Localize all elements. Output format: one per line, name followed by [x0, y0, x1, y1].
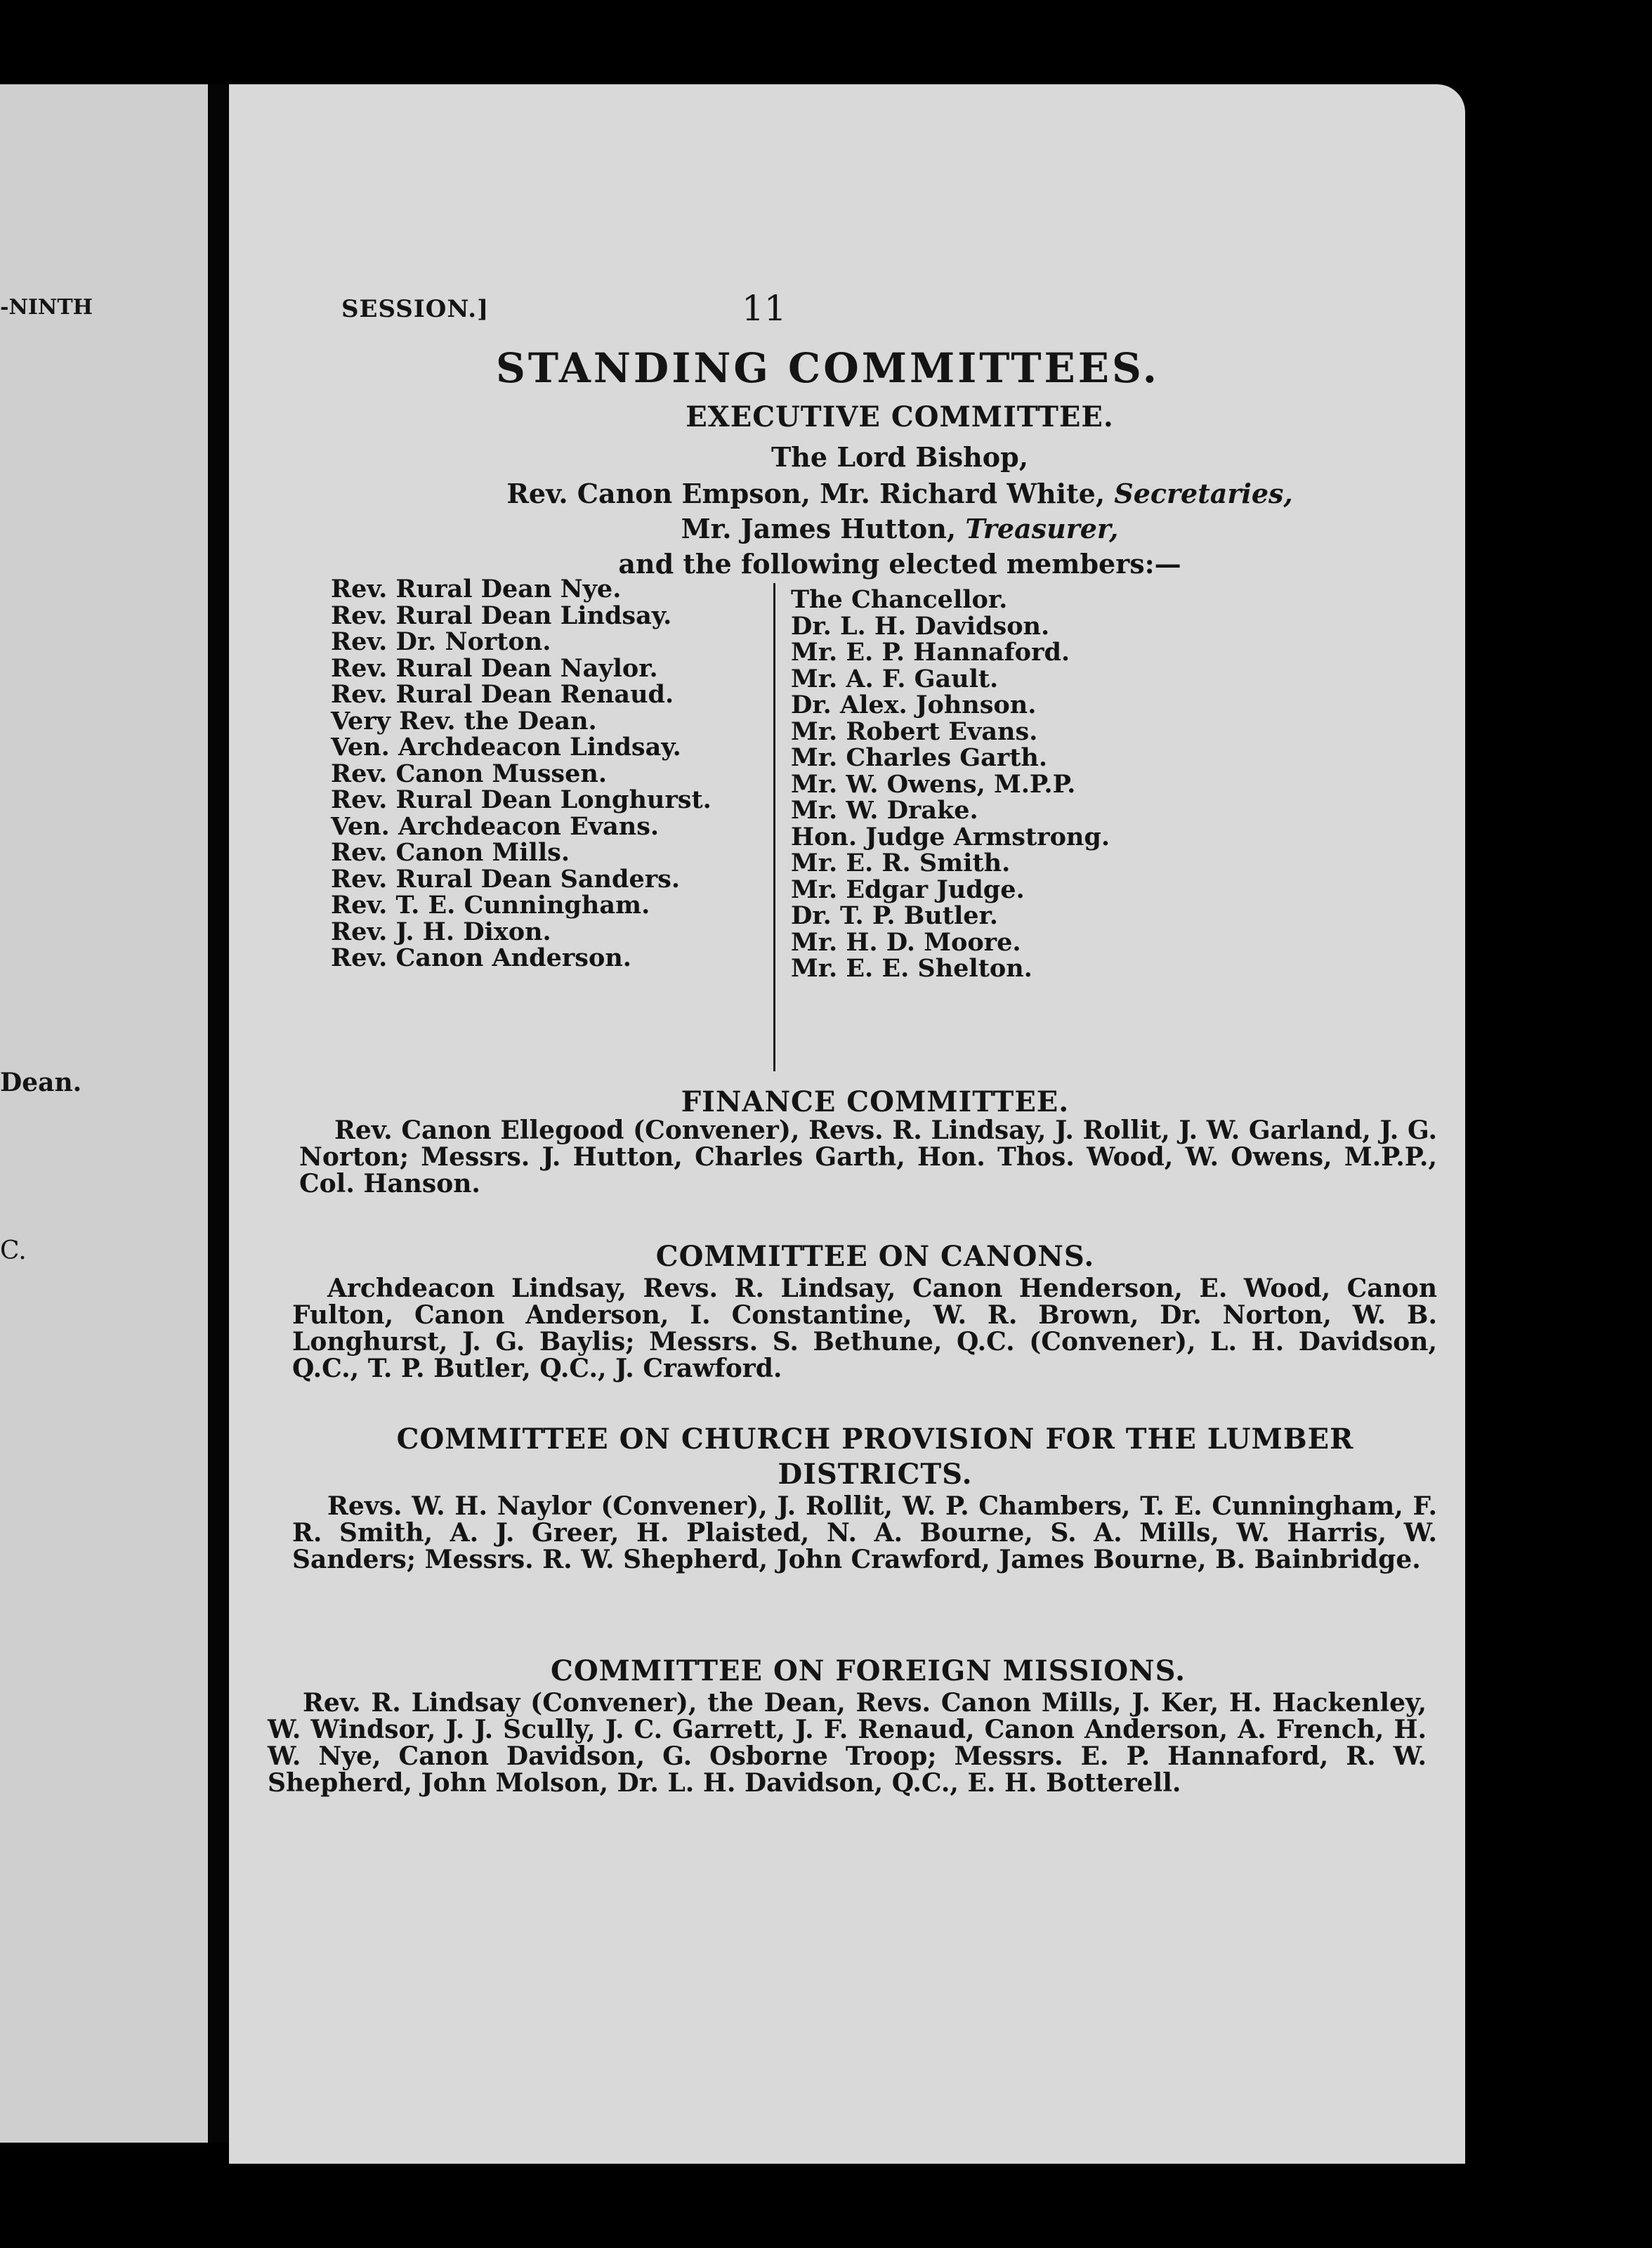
member-item: Rev. J. H. Dixon. [331, 917, 551, 946]
member-item: Rev. Rural Dean Nye. [331, 575, 622, 603]
member-item: Dr. Alex. Johnson. [791, 691, 1037, 719]
finance-members: Rev. Canon Ellegood (Convener), Revs. R. Lindsay, J. Rollit, J. W. Garland, J. G. Norton; Messrs. J. Hutton, Charles Garth, Hon. Thos. Wood, W. Owens, M.P.P., Col. Hanson. [299, 1116, 1437, 1198]
foreign-heading: COMMITTEE ON FOREIGN MISSIONS. [550, 1654, 1186, 1687]
member-item: Rev. Canon Anderson. [331, 943, 631, 972]
member-item: Rev. T. E. Cunningham. [331, 891, 650, 920]
treasurer-role: Treasurer, [965, 513, 1119, 544]
member-item: Mr. Edgar Judge. [791, 875, 1025, 904]
member-item: Rev. Rural Dean Sanders. [331, 864, 681, 894]
column-divider [773, 583, 775, 1071]
member-item: Mr. H. D. Moore. [791, 927, 1021, 957]
member-item: Mr. A. F. Gault. [791, 664, 999, 693]
member-item: Rev. Rural Dean Longhurst. [331, 785, 712, 814]
member-item: Mr. Robert Evans. [791, 717, 1038, 746]
canons-heading: COMMITTEE ON CANONS. [655, 1240, 1095, 1273]
page-title: STANDING COMMITTEES. [496, 344, 1160, 392]
executive-line-secretaries [282, 478, 1465, 509]
lumber-heading-line2: DISTRICTS. [778, 1458, 973, 1491]
members-right-column [791, 587, 1110, 982]
member-item: Rev. Canon Mills. [331, 838, 570, 867]
member-item: Mr. E. P. Hannaford. [791, 638, 1070, 667]
member-item: Very Rev. the Dean. [331, 706, 597, 736]
lumber-members: Revs. W. H. Naylor (Convener), J. Rollit, W. P. Chambers, T. E. Cunningham, F. R. Smith, A. J. Greer, H. Plaisted, N. A. Bourne, S. A. Mills, W. Harris, W. Sanders; Messrs. R. W. Shepherd, John Crawford, James Bourne, B. Bainbridge. [292, 1491, 1437, 1574]
left-fragment-dean: Dean. [0, 1068, 82, 1097]
treasurer-name: Mr. James Hutton, [681, 513, 957, 544]
executive-heading: EXECUTIVE COMMITTEE. [686, 400, 1114, 433]
member-item: Dr. L. H. Davidson. [791, 611, 1050, 641]
members-left-column [331, 576, 712, 972]
page-number: 11 [742, 288, 787, 329]
secretaries-names: Rev. Canon Empson, Mr. Richard White, [506, 478, 1106, 509]
foreign-members: Rev. R. Lindsay (Convener), the Dean, Revs. Canon Mills, J. Ker, H. Hackenley, W. Windsor, J. J. Scully, J. C. Garrett, J. F. Renaud, Canon Anderson, A. French, H. W. Nye, Canon Davidson, G. Osborne Troop; Messrs. E. P. Hannaford, R. W. Shepherd, John Molson, Dr. L. H. Davidson, Q.C., E. H. Botterell. [268, 1688, 1427, 1798]
member-item: Rev. Canon Mussen. [331, 759, 607, 788]
member-item: Rev. Dr. Norton. [331, 627, 551, 656]
member-item: The Chancellor. [791, 585, 1008, 614]
executive-line-treasurer [282, 513, 1465, 544]
member-item: Mr. Charles Garth. [791, 743, 1048, 772]
member-item: Rev. Rural Dean Naylor. [331, 653, 658, 683]
document-page [229, 84, 1465, 2164]
member-item: Mr. W. Drake. [791, 796, 978, 825]
member-item: Ven. Archdeacon Evans. [331, 811, 660, 841]
member-item: Mr. E. R. Smith. [791, 849, 1011, 877]
executive-line-bishop: The Lord Bishop, [771, 441, 1028, 473]
canons-members: Archdeacon Lindsay, Revs. R. Lindsay, Canon Henderson, E. Wood, Canon Fulton, Canon Anderson, I. Constantine, W. R. Brown, Dr. Norton, W. B. Longhurst, J. G. Baylis; Messrs. S. Bethune, Q.C. (Convener), L. H. Davidson, Q.C., T. P. Butler, Q.C., J. Crawford. [292, 1274, 1437, 1383]
executive-line-elected: and the following elected members:— [618, 548, 1181, 580]
member-item: Mr. E. E. Shelton. [791, 954, 1032, 983]
member-item: Rev. Rural Dean Lindsay. [331, 601, 672, 630]
member-item: Ven. Archdeacon Lindsay. [331, 733, 681, 762]
member-item: Hon. Judge Armstrong. [791, 822, 1110, 851]
finance-heading: FINANCE COMMITTEE. [681, 1085, 1070, 1118]
running-head: SESSION.] [341, 295, 490, 323]
facing-page-fragment [0, 84, 208, 2143]
book-gutter [208, 84, 229, 2143]
member-item: Rev. Rural Dean Renaud. [331, 680, 674, 709]
left-fragment-ninth: -NINTH [0, 295, 93, 320]
secretaries-role: Secretaries, [1114, 478, 1293, 509]
left-fragment-c: C. [0, 1236, 27, 1265]
member-item: Dr. T. P. Butler. [791, 901, 998, 930]
member-item: Mr. W. Owens, M.P.P. [791, 769, 1076, 799]
lumber-heading-line1: COMMITTEE ON CHURCH PROVISION FOR THE LUMBER [396, 1423, 1354, 1456]
